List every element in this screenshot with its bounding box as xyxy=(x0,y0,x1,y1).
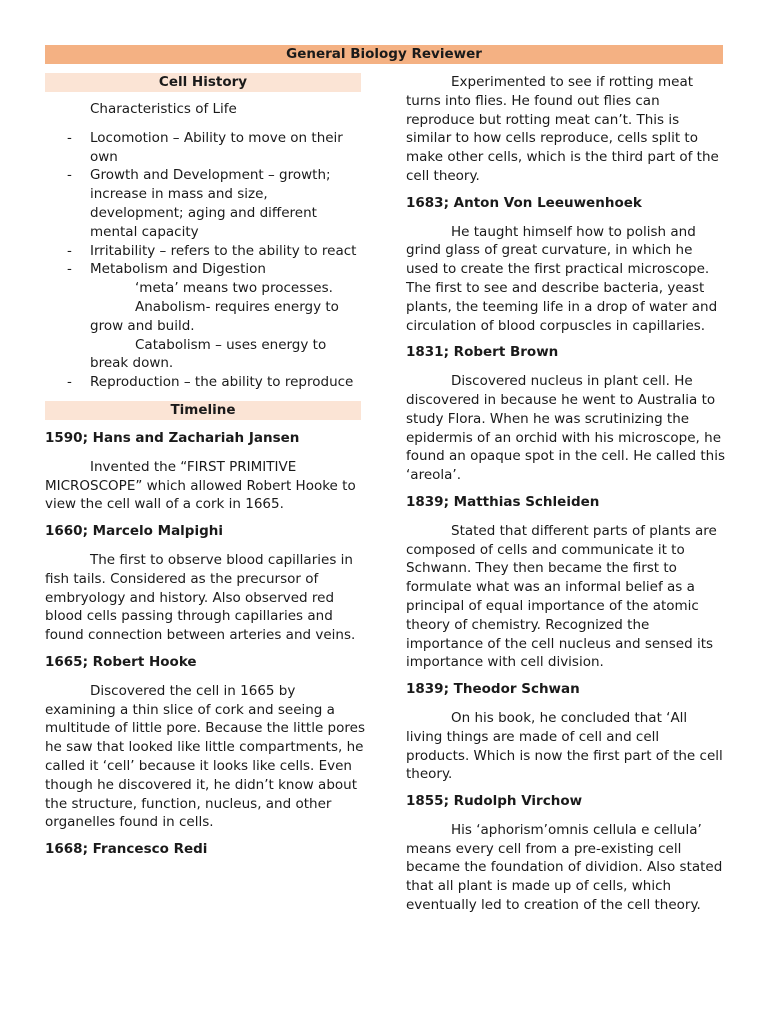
right-column xyxy=(406,73,726,915)
list-item: - Locomotion – Ability to move on their own xyxy=(45,129,365,167)
list-item xyxy=(45,260,365,279)
list-item: - Growth and Development – growth; increase in mass and size, development; aging and different mental capacity xyxy=(45,166,365,241)
entry-text: Invented the “FIRST PRIMITIVE MICROSCOPE” which allowed Robert Hooke to view the cell wall of a cork in 1665. xyxy=(45,458,356,513)
entry-text: His ‘aphorism’omnis cellula e cellula’ means every cell from a pre-existing cell became the foundation of dividion. Also stated that all plant is made up of cells, which eventually led to creation of the cell theory. xyxy=(406,821,723,914)
entry-text: Experimented to see if rotting meat turns into flies. He found out flies can reproduce but rotting meat can’t. This is similar to how cells reproduce, cells split to make other cells, which is the third part of the cell theory. xyxy=(406,74,719,184)
entry-text: The first to observe blood capillaries in fish tails. Considered as the precursor of embryology and history. Also observed red blood cells passing through capillaries and found connection between arteries and veins. xyxy=(45,551,356,644)
entry-text: Discovered nucleus in plant cell. He discovered in because he went to Australia to study Flora. When he was scrutinizing the epidermis of an orchid with his microscope, he found an opaque spot in the cell. He called this ‘areola’. xyxy=(406,373,725,484)
catabolism-line: Catabolism – uses energy to break down. xyxy=(90,336,327,372)
entry-heading: 1660; Marcelo Malpighi xyxy=(45,523,223,540)
left-column xyxy=(45,73,365,869)
entry-heading: 1665; Robert Hooke xyxy=(45,653,197,670)
entry-text: He taught himself how to polish and grind glass of great curvature, in which he used to create the first practical microscope. The first to see and describe bacteria, yeast plants, the teeming life in a drop of water and circulation of blood corpuscles in capillaries. xyxy=(406,223,718,334)
entry-heading: 1855; Rudolph Virchow xyxy=(406,793,583,810)
entry-heading: 1683; Anton Von Leeuwenhoek xyxy=(406,194,642,211)
entry-text: Stated that different parts of plants are composed of cells and communicate it to Schwann. They then became the first to formulate what was an informal belief as a principal of equal importance of the atomic theory of chemistry. Recognized the importance of the cell nucleus and sensed its importance with cell division. xyxy=(406,522,717,671)
document-title: General Biology Reviewer xyxy=(45,45,723,64)
cell-history-heading: Cell History xyxy=(45,73,361,92)
characteristics-list xyxy=(45,129,365,279)
entry-heading: 1668; Francesco Redi xyxy=(45,841,208,858)
timeline-heading: Timeline xyxy=(45,401,361,420)
entry-heading: 1831; Robert Brown xyxy=(406,344,559,361)
entry-text: On his book, he concluded that ‘All living things are made of cell and cell products. Which is now the first part of the cell theory. xyxy=(406,709,723,783)
list-item: - Reproduction – the ability to reproduce xyxy=(45,373,365,392)
list-item: - Irritability – refers to the ability to react xyxy=(45,242,365,261)
entry-heading: 1590; Hans and Zachariah Jansen xyxy=(45,429,300,446)
entry-text: Discovered the cell in 1665 by examining a thin slice of cork and seeing a multitude of little pore. Because the little pores he saw that looked like little compartments, he called it ‘cell’ because it looks like cells. Even though he discovered it, he didn’t know about the structure, function, nucleus, and other organelles found in cells. xyxy=(45,682,365,831)
anabolism-line: Anabolism- requires energy to grow and build. xyxy=(90,298,339,334)
characteristics-subtitle: Characteristics of Life xyxy=(90,101,237,117)
meta-line: ‘meta’ means two processes. xyxy=(135,280,333,297)
entry-heading: 1839; Theodor Schwan xyxy=(406,681,580,698)
metabolism-label: - Metabolism and Digestion xyxy=(90,261,266,278)
reproduction-list xyxy=(45,373,365,392)
entry-heading: 1839; Matthias Schleiden xyxy=(406,493,600,510)
